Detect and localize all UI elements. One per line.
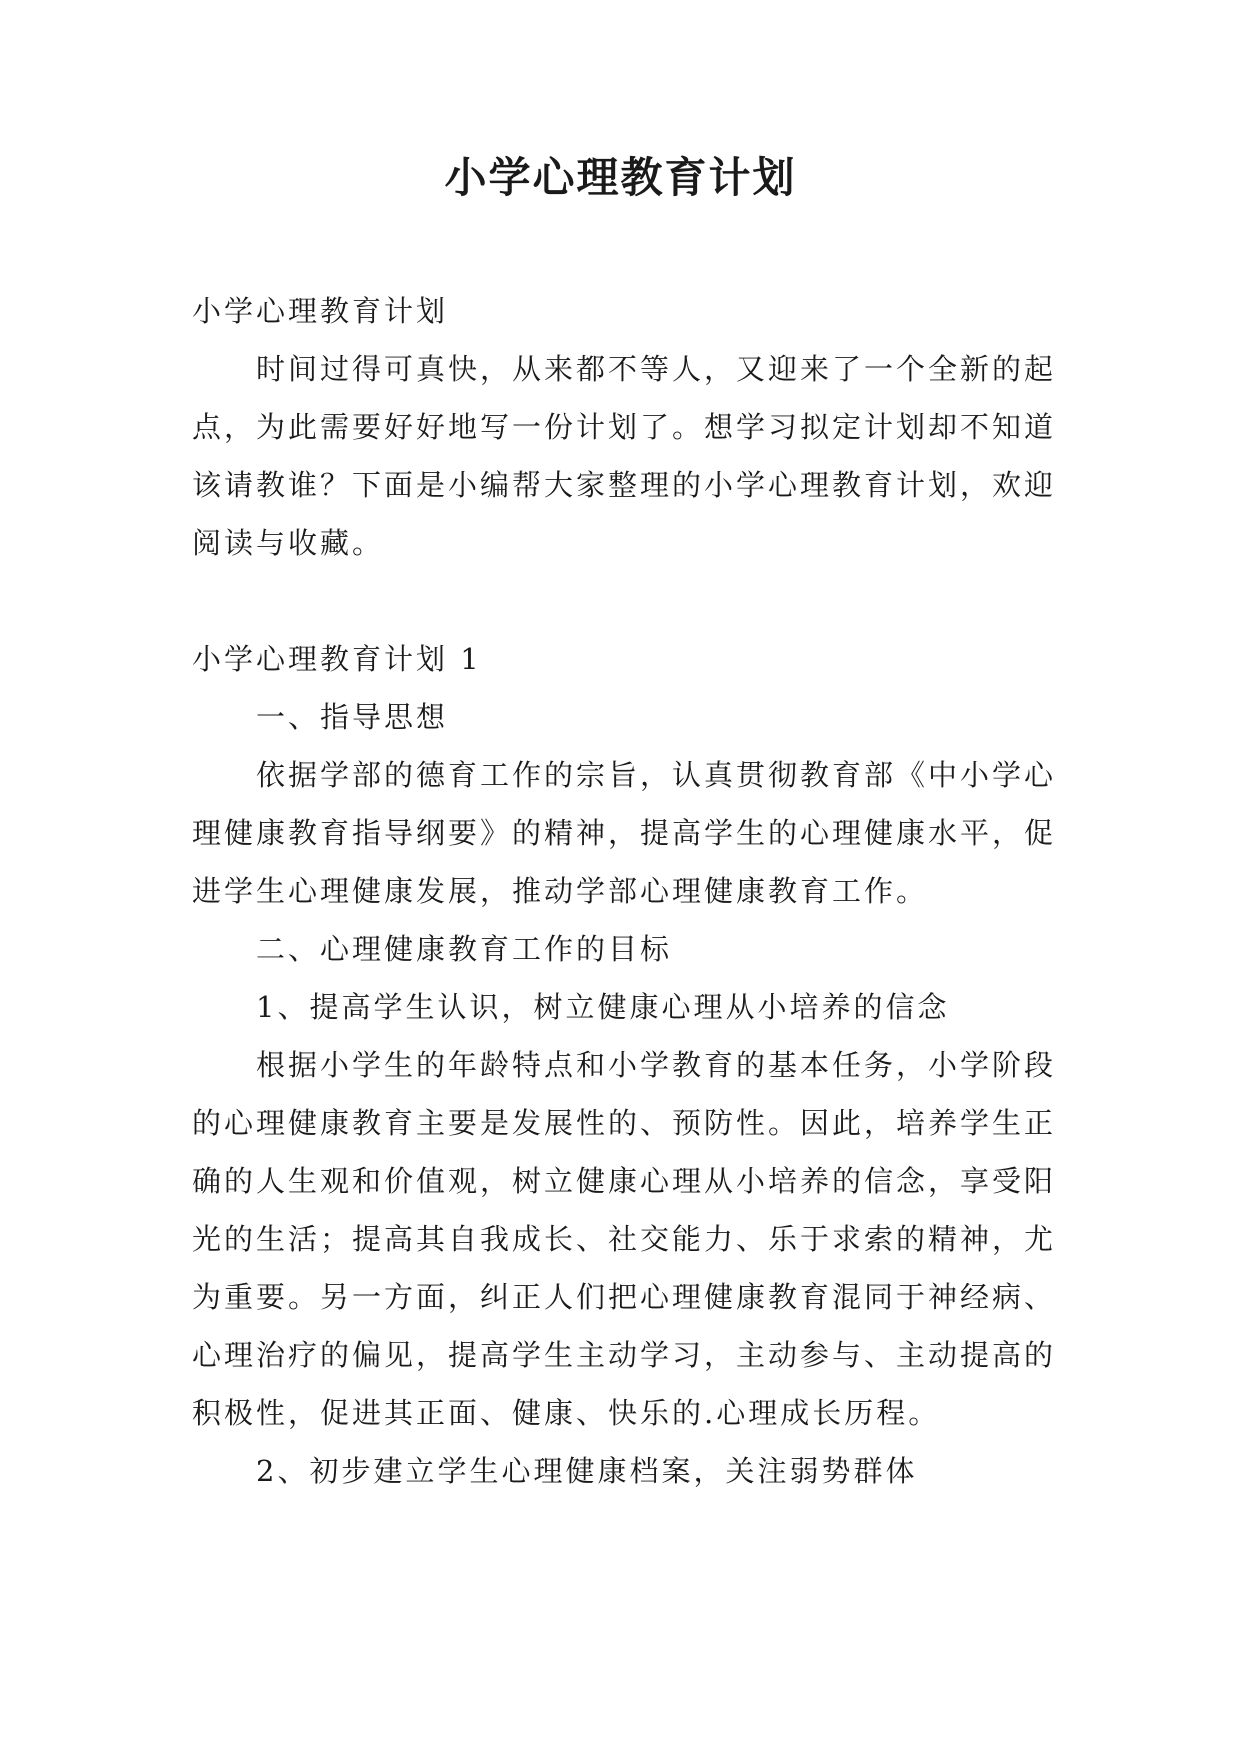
document-subtitle: 小学心理教育计划 (192, 294, 449, 328)
section-title: 小学心理教育计划 1 (192, 642, 482, 676)
heading-goals: 二、心理健康教育工作的目标 (256, 932, 673, 966)
paragraph-goal-1: 根据小学生的年龄特点和小学教育的基本任务，小学阶段的心理健康教育主要是发展性的、预防性。因此，培养学生正确的人生观和价值观，树立健康心理从小培养的信念，享受阳光的生活；提高其自我成长、社交能力、乐于求索的精神，尤为重要。另一方面，纠正人们把心理健康教育混同于神经病、心理治疗的偏见，提高学生主动学习，主动参与、主动提高的积极性，促进其正面、健康、快乐的.心理成长历程。 (192, 1048, 1057, 1430)
intro-paragraph: 时间过得可真快，从来都不等人，又迎来了一个全新的起点，为此需要好好地写一份计划了。想学习拟定计划却不知道该请教谁？下面是小编帮大家整理的小学心理教育计划，欢迎阅读与收藏。 (192, 352, 1057, 560)
goal-item-2: 2、初步建立学生心理健康档案，关注弱势群体 (256, 1454, 918, 1488)
spacer (192, 572, 1062, 630)
heading-guiding-idea: 一、指导思想 (256, 700, 449, 734)
document-title: 小学心理教育计划 (444, 153, 797, 202)
paragraph-guiding-idea: 依据学部的德育工作的宗旨，认真贯彻教育部《中小学心理健康教育指导纲要》的精神，提高学生的心理健康水平，促进学生心理健康发展，推动学部心理健康教育工作。 (192, 758, 1057, 908)
document-body (192, 282, 1062, 1500)
goal-item-1: 1、提高学生认识，树立健康心理从小培养的信念 (256, 990, 950, 1024)
